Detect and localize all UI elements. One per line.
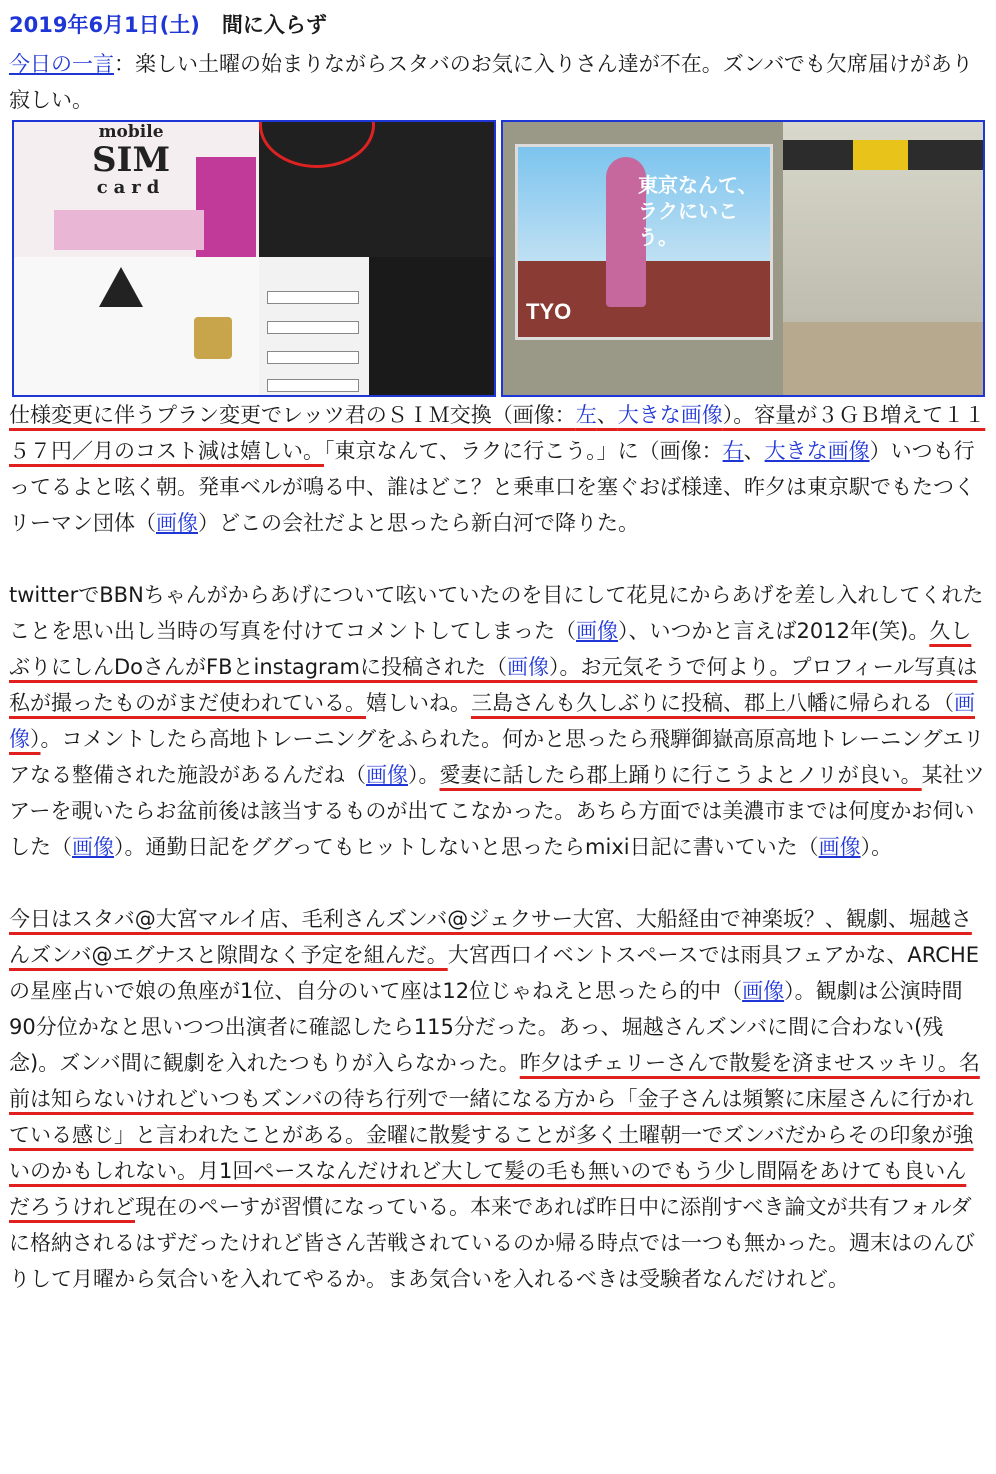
laptop-underside — [259, 122, 496, 257]
entry-header — [9, 0, 986, 46]
sim-label-sim: SIM — [92, 140, 171, 180]
paragraph-twitter: twitterでBBNちゃんがからあげについて呟いていたのを目にして花見にからあげを差し入れしてくれたことを思い出し当時の写真を付けてコメントしてしまった（画像）、いつかと言えば2012年(笑)。久しぶりにしんDoさんがFBとinstagramに投稿された（画像）。お元気そうで何より。プロフィール写真は私が撮ったものがまだ使われている。嬉しいね。三島さんも久しぶりに投稿、郡上八幡に帰られる（画像）。コメントしたら高地トレーニングをふられた。何かと思ったら飛騨御嶽高原高地トレーニングエリアなる整備された施設があるんだね（画像）。愛妻に話したら郡上踊りに行こうよとノリが良い。某社ツアーを覗いたらお盆前後は該当するものが出てこなかった。あちら方面では美濃市までは何度かお伺いした（画像）。通勤日記をググってもヒットしないと思ったらmixi日記に書いていた（画像）。 — [9, 583, 985, 859]
image-right-link[interactable]: 右 — [722, 439, 744, 463]
red-circle-mark — [259, 120, 375, 168]
large-image-link-2[interactable]: 大きな画像 — [764, 439, 870, 463]
sim-card-tray — [14, 257, 259, 397]
image-left-link[interactable]: 左 — [575, 403, 597, 427]
image-link-horoscope[interactable]: 画像 — [742, 979, 785, 1003]
image-link-tokyo-station[interactable]: 画像 — [156, 511, 198, 535]
poster-tyo: TYO — [526, 299, 572, 324]
station-corridor — [783, 122, 985, 397]
apn-settings-screen — [259, 257, 496, 397]
sim-label-mobile: mobile — [98, 122, 164, 142]
poster-copy: 東京なんて、ラクにいこう。 — [638, 173, 758, 249]
image-link-karaage[interactable]: 画像 — [576, 619, 618, 643]
image-link-training-area[interactable]: 画像 — [366, 763, 408, 787]
station-photo[interactable] — [501, 120, 985, 397]
entry-date: 2019年6月1日(土) — [9, 13, 200, 37]
entry-title: 間に入らず — [221, 13, 327, 37]
intro-text: ：楽しい土曜の始まりながらスタバのお気に入りさん達が不在。ズンバでも欠席届けがあり寂しい。 — [9, 52, 973, 112]
paragraph-today: 今日はスタバ@大宮マルイ店、毛利さんズンバ@ジェクサー大宮、大船経由で神楽坂？、観劇、堀越さんズンバ@エグナスと隙間なく予定を組んだ。大宮西口イベントスペースでは雨具フェアかな、ARCHEの星座占いで娘の魚座が1位、自分のいて座は12位じゃねえと思ったら的中（画像）。観劇は公演時間90分位かなと思いつつ出演者に確認したら115分だった。あっ、堀越さんズンバに間に合わない(残念)。ズンバ間に観劇を入れたつもりが入らなかった。昨夕はチェリーさんで散髪を済ませスッキリ。名前は知らないけれどいつもズンバの待ち行列で一緒になる方から「金子さんは頻繁に床屋さんに行かれている感じ」と言われたことがある。金曜に散髪することが多く土曜朝一でズンバだからその印象が強いのかもしれない。月1回ペースなんだけれど大して髪の毛も無いのでもう少し間隔をあけても良いんだろうけれど現在のペーすが習慣になっている。本来であれば昨日中に添削すべき論文が共有フォルダに格納されるはずだったけれど皆さん苦戦されているのか帰る時点では一つも無かった。週末はのんびりして月曜から気合いを入れてやるか。まあ気合いを入れるべきは受験者なんだけれど。 — [9, 907, 980, 1291]
exit-sign — [853, 140, 908, 170]
image-link-mishima[interactable]: 画像 — [9, 691, 975, 751]
sim-label-card: card — [96, 177, 166, 198]
sim-chip — [194, 317, 232, 359]
today-word-link[interactable]: 今日の一言 — [9, 52, 114, 76]
image-link-mixi[interactable]: 画像 — [818, 835, 861, 859]
image-link-mino[interactable]: 画像 — [72, 835, 114, 859]
intro-paragraph — [9, 46, 986, 118]
large-image-link-1[interactable]: 大きな画像 — [617, 403, 723, 427]
sim-card-photo[interactable] — [12, 120, 496, 397]
photo-row — [12, 120, 986, 397]
image-link-shindo[interactable]: 画像 — [506, 655, 549, 679]
sim-card-package — [14, 122, 259, 257]
paragraph-sim: 仕様変更に伴うプラン変更でレッツ君のＳＩＭ交換（画像：左、大きな画像）。容量が３ＧＢ増えて１１５７円／月のコスト減は嬉しい。「東京なんて、ラクに行こう。」に（画像：右、大きな画像）いつも行ってるよと呟く朝。発車ベルが鳴る中、誰はどこ？と乗車口を塞ぐおば様達、昨夕は東京駅でもたつくリーマン団体（画像）どこの会社だよと思ったら新白河で降りた。 — [9, 403, 986, 535]
shinkansen-poster — [515, 144, 773, 340]
